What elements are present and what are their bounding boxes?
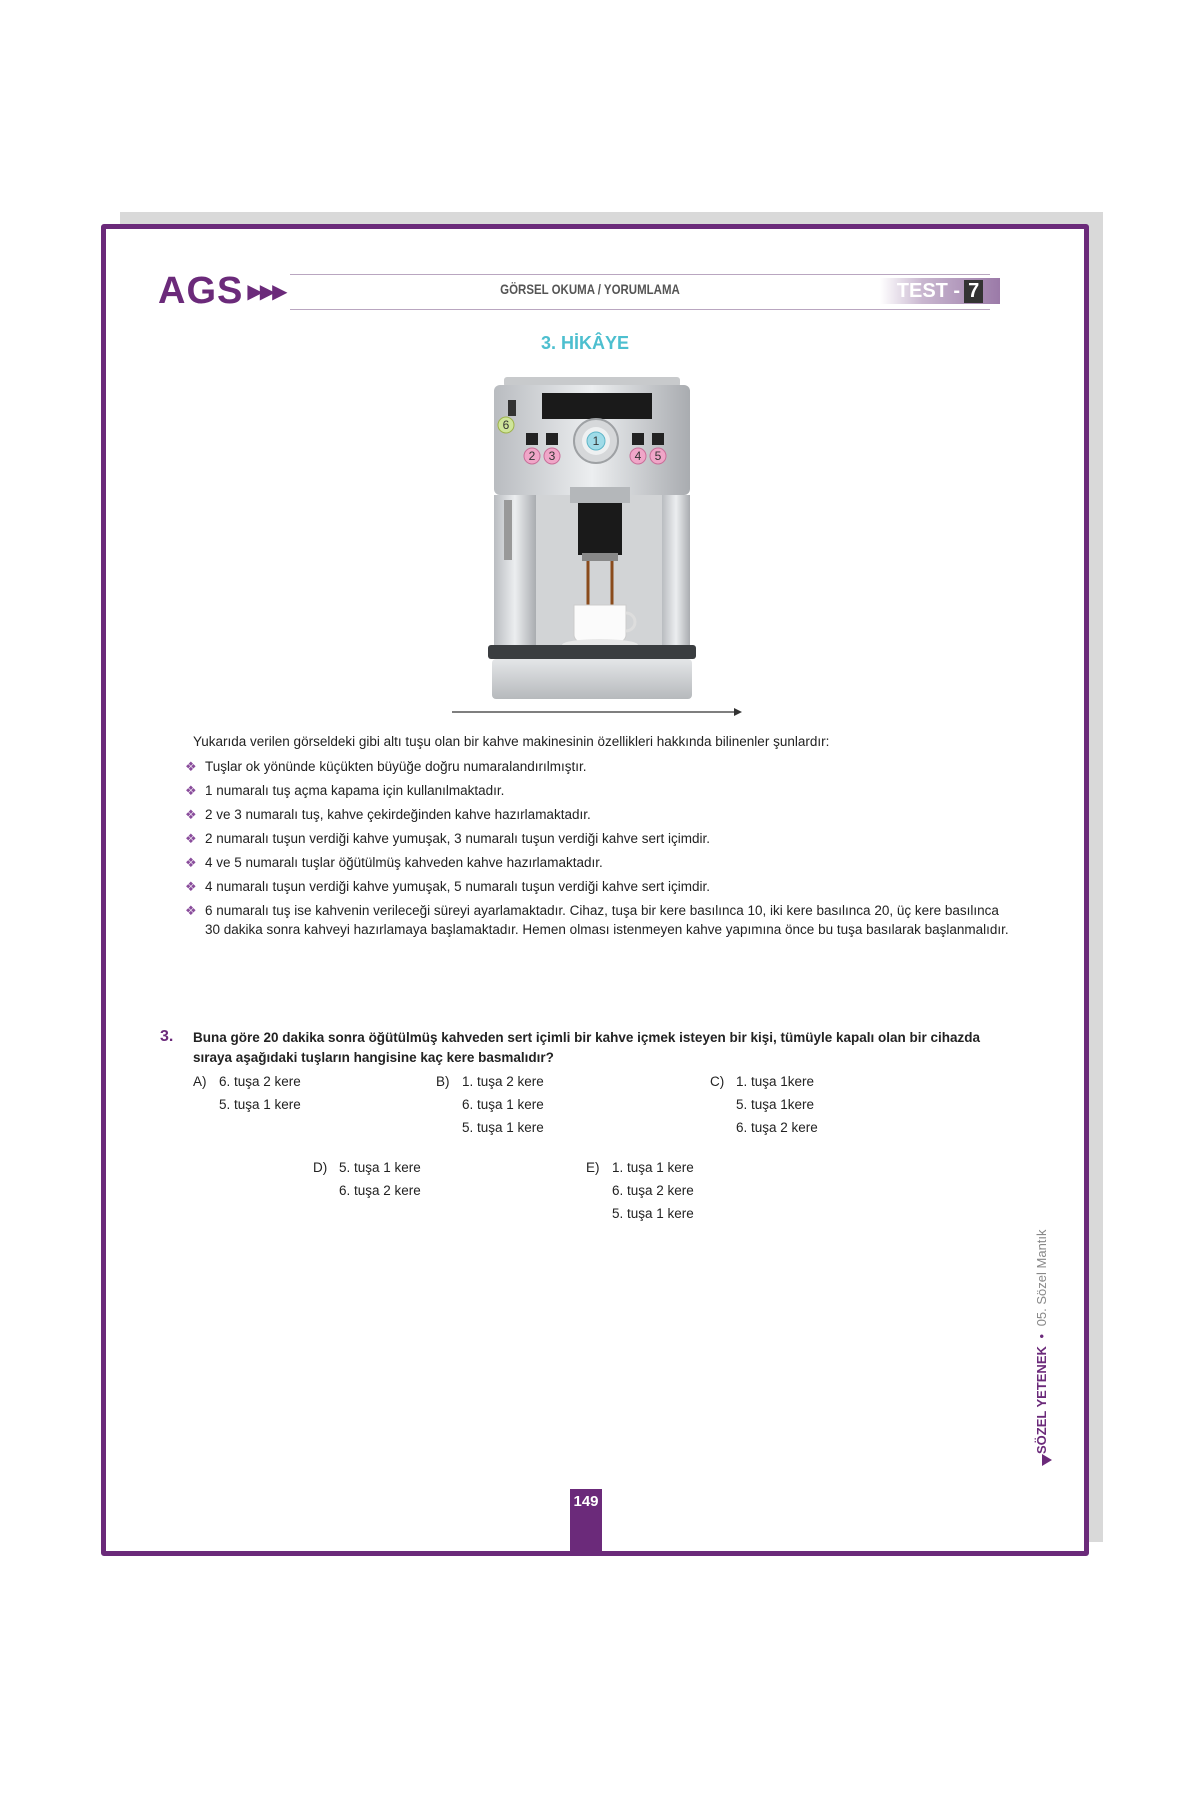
diamond-bullet-icon: ❖ <box>185 855 197 870</box>
diamond-bullet-icon: ❖ <box>185 903 197 918</box>
btn-4 <box>632 433 644 445</box>
badge-label-1: 1 <box>592 434 600 448</box>
knob <box>508 400 516 416</box>
base <box>492 659 692 699</box>
diamond-bullet-icon: ❖ <box>185 879 197 894</box>
test-label: TEST - <box>896 279 961 302</box>
side-category-label <box>1020 1210 1060 1470</box>
list-item: ❖ Tuşlar ok yönünde küçükten büyüğe doğru numaralandırılmıştır. <box>185 759 587 774</box>
list-item: ❖ 4 numaralı tuşun verdiği kahve yumuşak, 5 numaralı tuşun verdiği kahve sert içimdir. <box>185 879 710 894</box>
option-a[interactable]: A) 6. tuşa 2 kere 5. tuşa 1 kere <box>193 1070 301 1116</box>
diamond-bullet-icon: ❖ <box>185 759 197 774</box>
bullet-list <box>185 757 1015 944</box>
coffee-machine-illustration <box>486 375 716 705</box>
option-label: D) <box>313 1160 328 1175</box>
option-label: A) <box>193 1074 207 1089</box>
test-badge <box>880 278 1000 304</box>
option-c[interactable]: C) 1. tuşa 1kere 5. tuşa 1kere 6. tuşa 2 kere <box>710 1070 818 1139</box>
logo-arrows-icon: ▶▶▶ <box>247 281 285 303</box>
btn-3 <box>546 433 558 445</box>
side-label-sep: • <box>1034 1333 1049 1339</box>
option-label: B) <box>436 1074 450 1089</box>
badge-label-3: 3 <box>548 449 556 463</box>
diamond-bullet-icon: ❖ <box>185 807 197 822</box>
direction-arrow-icon <box>452 707 742 717</box>
drip-tray <box>488 645 696 659</box>
option-label: E) <box>586 1160 600 1175</box>
badge-2 <box>524 448 540 464</box>
option-e[interactable]: E) 1. tuşa 1 kere 6. tuşa 2 kere 5. tuşa 1 kere <box>586 1156 694 1225</box>
steam-wand <box>504 500 512 560</box>
side-arrow-icon <box>1042 1454 1052 1466</box>
badge-1 <box>587 432 605 450</box>
option-b[interactable]: B) 1. tuşa 2 kere 6. tuşa 1 kere 5. tuşa 1 kere <box>436 1070 544 1139</box>
badge-label-4: 4 <box>634 449 642 463</box>
list-item: ❖ 1 numaralı tuş açma kapama için kullanılmaktadır. <box>185 783 505 798</box>
btn-5 <box>652 433 664 445</box>
side-label-main: SÖZEL YETENEK <box>1034 1346 1049 1454</box>
page-number: 149 <box>570 1489 602 1556</box>
test-number: 7 <box>964 280 983 303</box>
badge-3 <box>544 448 560 464</box>
list-item: ❖ 2 numaralı tuşun verdiği kahve yumuşak, 3 numaralı tuşun verdiği kahve sert içimdir. <box>185 831 710 846</box>
list-item: ❖ 2 ve 3 numaralı tuş, kahve çekirdeğinden kahve hazırlamaktadır. <box>185 807 591 822</box>
section-title: 3. HİKÂYE <box>540 333 630 353</box>
option-label: C) <box>710 1074 725 1089</box>
diamond-bullet-icon: ❖ <box>185 831 197 846</box>
badge-label-2: 2 <box>528 449 536 463</box>
badge-label-6: 6 <box>502 418 510 432</box>
badge-6 <box>498 417 514 433</box>
badge-5 <box>650 448 666 464</box>
question-text: Buna göre 20 dakika sonra öğütülmüş kahveden sert içimli bir kahve içmek isteyen bir kişi, tümüyle kapalı olan bir cihazda sıraya aşağıdaki tuşların hangisine kaç kere basmalıdır? <box>193 1030 981 1065</box>
question-number: 3. <box>160 1028 174 1045</box>
list-item: ❖ 4 ve 5 numaralı tuşlar öğütülmüş kahveden kahve hazırlamaktadır. <box>185 855 603 870</box>
intro-text: Yukarıda verilen görseldeki gibi altı tuşu olan bir kahve makinesinin özellikleri hakkında bilinenler şunlardır: <box>193 734 830 749</box>
spout <box>578 503 622 555</box>
option-d[interactable]: D) 5. tuşa 1 kere 6. tuşa 2 kere <box>313 1156 421 1202</box>
diamond-bullet-icon: ❖ <box>185 783 197 798</box>
logo-text: AGS <box>158 270 244 312</box>
ags-logo <box>158 270 285 313</box>
btn-2 <box>526 433 538 445</box>
display <box>542 393 652 419</box>
svg-text:SÖZEL YETENEK • 05. Sö <box>1034 1229 1049 1454</box>
subject-title: GÖRSEL OKUMA / YORUMLAMA <box>500 281 680 297</box>
list-item: ❖ 6 numaralı tuş ise kahvenin verileceği süreyi ayarlamaktadır. Cihaz, tuşa bir kere basılınca 10, iki kere basılınca 20, üç kere basılınca 30 dakika sonra kahveyi hazırlamaya başlamaktadır. Hemen olması istenmeyen kahve yapımına önce bu tuşa basılarak başlanmalıdır. <box>185 903 1009 937</box>
badge-label-5: 5 <box>654 449 662 463</box>
badge-4 <box>630 448 646 464</box>
side-label-sub: 05. Sözel Mantık <box>1034 1229 1049 1327</box>
